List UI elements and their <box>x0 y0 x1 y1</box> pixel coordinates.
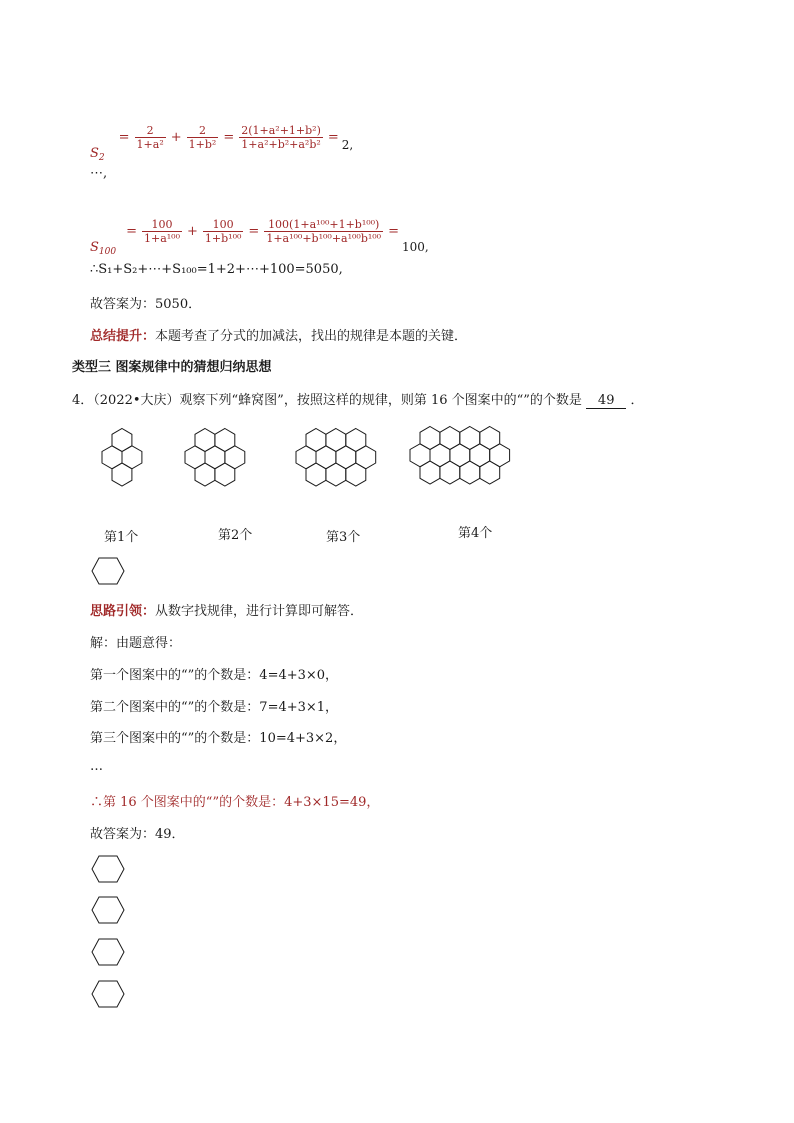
hexagon-icon <box>90 854 126 884</box>
honeycomb-cell <box>356 446 376 469</box>
hint-line <box>90 600 363 619</box>
ellipsis-line-2: … <box>90 759 103 774</box>
equals-sign: = <box>126 224 137 239</box>
pattern-2 <box>185 429 245 487</box>
honeycomb-cell <box>225 446 245 469</box>
equals-sign-2: = <box>248 224 260 239</box>
fraction-2: $\frac{100}{\text{1+b¹⁰⁰}}$ <box>204 218 242 245</box>
honeycomb-cell <box>102 446 122 469</box>
s2-equation <box>90 112 353 163</box>
hexagon-icon <box>90 895 126 925</box>
honeycomb-cell <box>195 463 215 486</box>
honeycomb-cell <box>470 444 490 467</box>
figure-label-1: 第1个 <box>104 530 139 545</box>
conclusion-line: ∴第 16 个图案中的“”的个数是：4+3×15=49， <box>90 795 380 810</box>
fraction-3: $\frac{\text{100(1+a¹⁰⁰+1+b¹⁰⁰)}}{\text{1+a¹⁰⁰+b¹⁰⁰+a¹⁰⁰b¹⁰⁰}}$ <box>266 218 382 245</box>
figure-label-3: 第3个 <box>326 530 361 545</box>
answer-blank: 49 <box>586 393 627 409</box>
hexagon-icon <box>90 556 126 586</box>
honeycomb-cell <box>336 446 356 469</box>
pattern-3 <box>296 429 376 487</box>
s2-result: 2, <box>341 137 354 152</box>
fraction-2: $\frac{2}{\text{1+b²}}$ <box>188 124 217 151</box>
honeycomb-cell <box>346 463 366 486</box>
s100-label: $S_{100}$ <box>90 240 117 257</box>
plus-sign: + <box>170 130 182 145</box>
fraction-1: $\frac{2}{\text{1+a²}}$ <box>136 124 164 151</box>
pattern-4 <box>410 427 510 485</box>
equals-sign-2: = <box>223 130 235 145</box>
answer-line-1: 故答案为：5050． <box>90 297 202 312</box>
honeycomb-cell <box>316 446 336 469</box>
summary-text: 本题考查了分式的加减法，找出的规律是本题的关键． <box>155 329 468 344</box>
honeycomb-cell <box>112 463 132 486</box>
section-title: 类型三 图案规律中的猜想归纳思想 <box>72 360 272 375</box>
equals-sign: = <box>118 130 130 145</box>
s100-equation <box>90 206 429 257</box>
hexagon-icon <box>90 979 126 1009</box>
s100-result: 100, <box>402 239 429 254</box>
sum-line: ∴S₁+S₂+⋯+S₁₀₀=1+2+⋯+100=5050, <box>90 262 343 277</box>
honeycomb-cell <box>185 446 205 469</box>
honeycomb-cell <box>205 446 225 469</box>
figure-label-4: 第4个 <box>458 526 493 541</box>
equals-sign-3: = <box>327 130 339 145</box>
hint-text: 从数字找规律，进行计算即可解答． <box>155 604 364 619</box>
honeycomb-cell <box>410 444 430 467</box>
solution-line-3: 第三个图案中的“”的个数是：10=4+3×2， <box>90 731 347 746</box>
honeycomb-cell <box>490 444 510 467</box>
hexagon-icon <box>90 937 126 967</box>
problem-prefix: 4．（2022•大庆）观察下列“蜂窝图”，按照这样的规律，则第 16 个图案中的“”的个数是 <box>72 393 582 408</box>
solution-line-2: 第二个图案中的“”的个数是：7=4+3×1， <box>90 700 339 715</box>
honeycomb-cell <box>430 444 450 467</box>
summary-line <box>90 325 467 344</box>
summary-label: 总结提升： <box>90 329 156 344</box>
honeycomb-cell <box>122 446 142 469</box>
fraction-1: $\frac{100}{\text{1+a¹⁰⁰}}$ <box>144 218 181 245</box>
hint-label: 思路引领： <box>90 604 156 619</box>
honeycomb-cell <box>420 461 440 484</box>
honeycomb-cell <box>450 444 470 467</box>
fraction-3: $\frac{\text{2(1+a²+1+b²)}}{\text{1+a²+b²+a²b²}}$ <box>241 124 321 151</box>
pattern-1 <box>102 429 142 487</box>
honeycomb-cell <box>215 463 235 486</box>
honeycomb-figures <box>80 420 540 560</box>
answer-line-2: 故答案为：49． <box>90 827 185 842</box>
problem-suffix: ． <box>630 393 644 408</box>
plus-sign: + <box>187 224 198 239</box>
ellipsis-line: ⋯, <box>90 166 108 181</box>
solution-line-1: 第一个图案中的“”的个数是：4=4+3×0， <box>90 668 339 683</box>
s2-label: $S_2$ <box>90 146 105 163</box>
honeycomb-cell <box>460 461 480 484</box>
honeycomb-cell <box>296 446 316 469</box>
honeycomb-cell <box>326 463 346 486</box>
problem-statement <box>72 389 643 409</box>
figure-label-2: 第2个 <box>218 528 253 543</box>
honeycomb-cell <box>480 461 500 484</box>
honeycomb-cell <box>440 461 460 484</box>
honeycomb-cell <box>306 463 326 486</box>
equals-sign-3: = <box>388 224 399 239</box>
solution-intro: 解：由题意得： <box>90 636 182 651</box>
